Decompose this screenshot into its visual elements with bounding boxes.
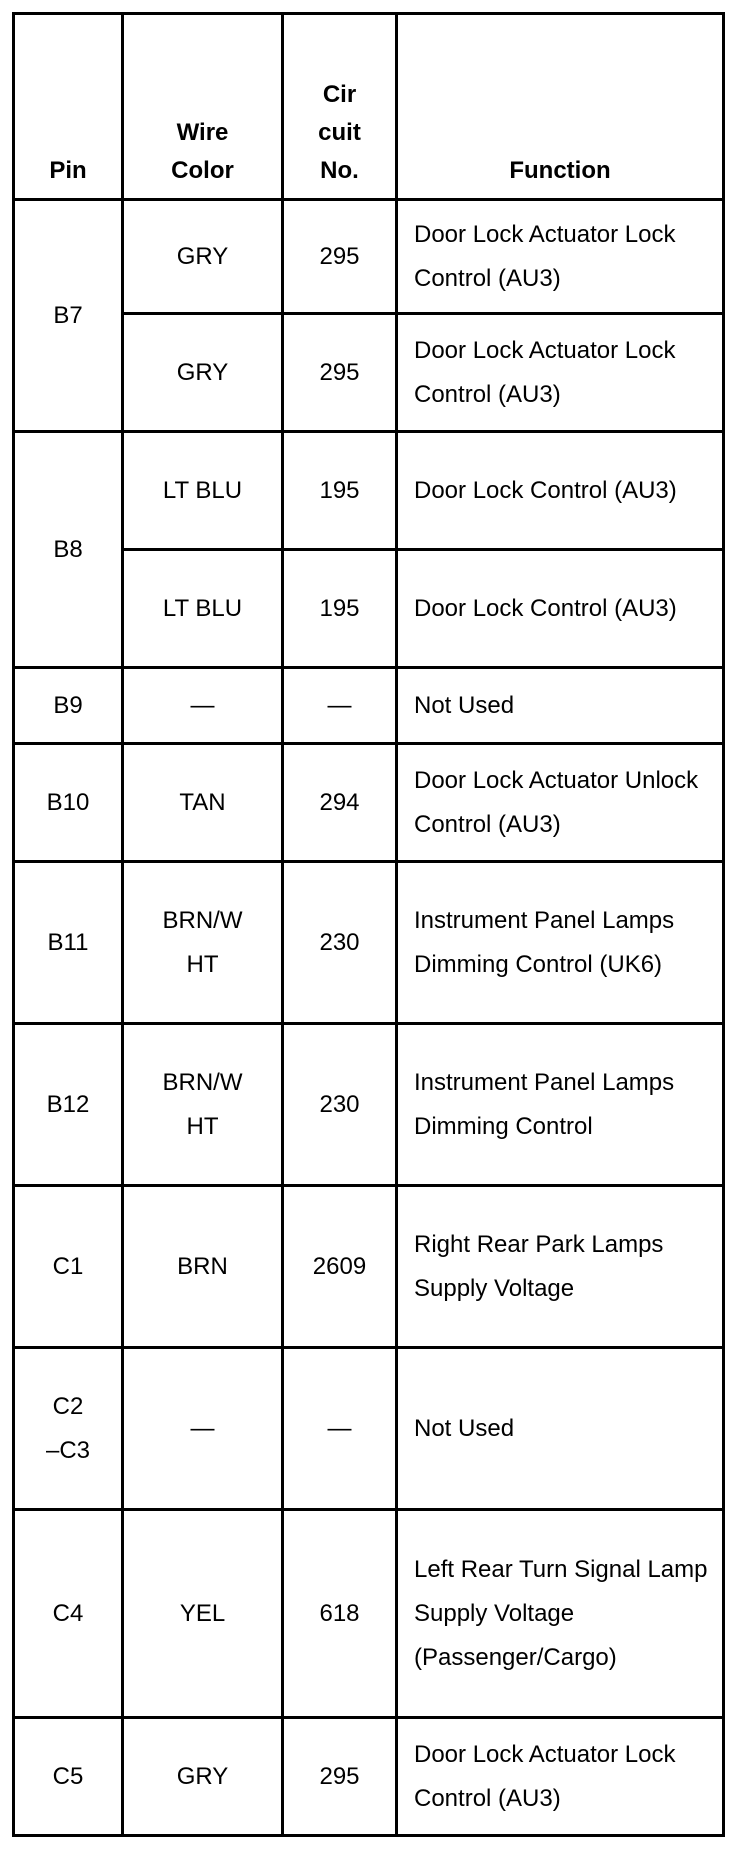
wire-color-cell: GRY [123,1718,283,1836]
circuit-cell: 230 [283,862,397,1024]
wire-color-cell: GRY [123,200,283,314]
pin-cell: B12 [14,1024,123,1186]
function-cell: Not Used [397,1348,724,1510]
circuit-cell: — [283,1348,397,1510]
function-cell: Door Lock Actuator Lock Control (AU3) [397,314,724,432]
wire-color-cell: TAN [123,744,283,862]
table-row [14,1348,724,1510]
table-row [14,432,724,550]
wire-color-cell: — [123,668,283,744]
wire-color-cell: BRN/W HT [123,862,283,1024]
pin-cell: C1 [14,1186,123,1348]
circuit-cell: 230 [283,1024,397,1186]
circuit-cell: 195 [283,432,397,550]
table-row [14,668,724,744]
wire-color-cell: YEL [123,1510,283,1718]
wire-color-cell: GRY [123,314,283,432]
circuit-cell: 295 [283,1718,397,1836]
circuit-cell: 294 [283,744,397,862]
function-cell: Left Rear Turn Signal Lamp Supply Voltage (Passenger/Cargo) [397,1510,724,1718]
function-cell: Door Lock Actuator Lock Control (AU3) [397,1718,724,1836]
header-pin: Pin [14,14,123,200]
function-cell: Door Lock Control (AU3) [397,432,724,550]
table-row [14,1024,724,1186]
header-row [14,14,724,200]
wire-color-cell: BRN/W HT [123,1024,283,1186]
pin-cell: B7 [14,200,123,432]
circuit-cell: 2609 [283,1186,397,1348]
table-row [14,1718,724,1836]
pin-cell: C4 [14,1510,123,1718]
table-row [14,744,724,862]
pin-cell: B9 [14,668,123,744]
header-wire-color: Wire Color [123,14,283,200]
wire-color-cell: — [123,1348,283,1510]
function-cell: Instrument Panel Lamps Dimming Control [397,1024,724,1186]
circuit-cell: 295 [283,200,397,314]
table-row [14,200,724,314]
circuit-cell: 195 [283,550,397,668]
function-cell: Instrument Panel Lamps Dimming Control (UK6) [397,862,724,1024]
wire-color-cell: BRN [123,1186,283,1348]
pin-cell: C5 [14,1718,123,1836]
circuit-cell: — [283,668,397,744]
wire-color-cell: LT BLU [123,432,283,550]
header-circuit-no: Cir cuit No. [283,14,397,200]
function-cell: Door Lock Actuator Unlock Control (AU3) [397,744,724,862]
connector-pin-table [12,12,725,1837]
function-cell: Door Lock Control (AU3) [397,550,724,668]
pin-cell: C2 –C3 [14,1348,123,1510]
pin-cell: B8 [14,432,123,668]
circuit-cell: 295 [283,314,397,432]
function-cell: Right Rear Park Lamps Supply Voltage [397,1186,724,1348]
circuit-cell: 618 [283,1510,397,1718]
table-row [14,862,724,1024]
function-cell: Door Lock Actuator Lock Control (AU3) [397,200,724,314]
pin-table-container [12,12,725,1837]
table-row [14,1186,724,1348]
table-row [14,1510,724,1718]
header-function: Function [397,14,724,200]
wire-color-cell: LT BLU [123,550,283,668]
pin-cell: B10 [14,744,123,862]
pin-cell: B11 [14,862,123,1024]
function-cell: Not Used [397,668,724,744]
